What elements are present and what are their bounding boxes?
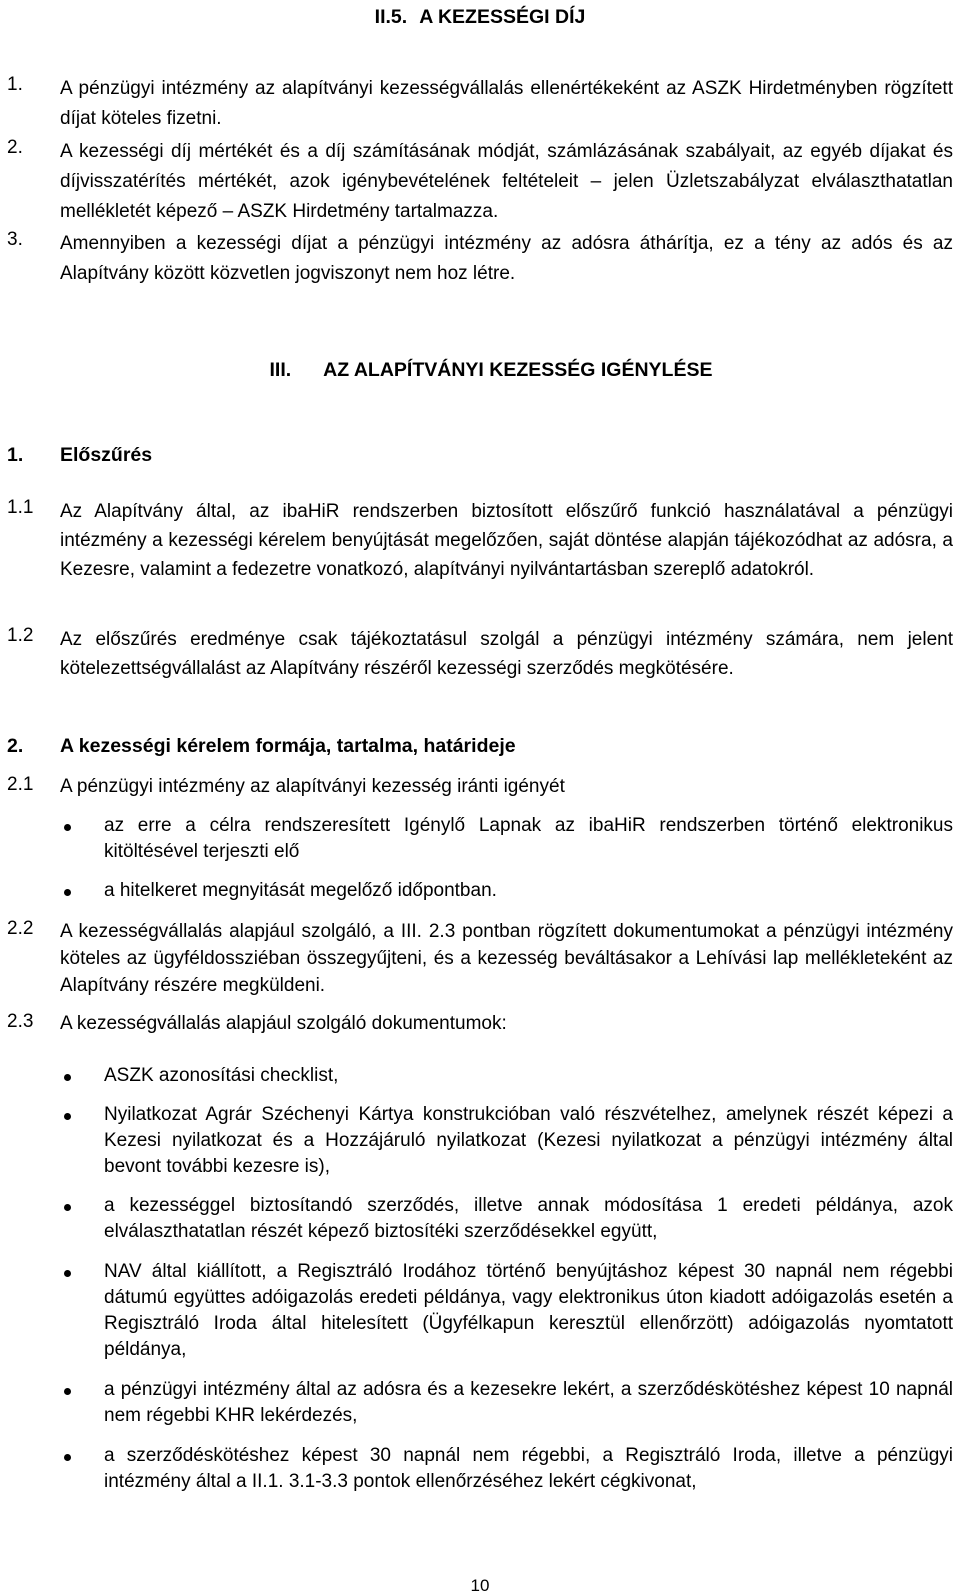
item-number: 2.2 <box>7 918 34 939</box>
ii5-item-2 <box>7 137 953 227</box>
item-text: A kezességvállalás alapjául szolgáló dokumentumok: <box>60 1013 507 1034</box>
section-number: II.5. <box>374 6 408 28</box>
bullet-2-3-f <box>60 1443 953 1495</box>
item-number: 2.1 <box>7 774 34 795</box>
heading-number: 1. <box>7 444 24 466</box>
item-number: 2.3 <box>7 1011 34 1032</box>
bullet-text: ASZK azonosítási checklist, <box>104 1065 339 1086</box>
section-ii5-title <box>0 6 960 29</box>
ii5-item-3 <box>7 229 953 289</box>
item-text: A pénzügyi intézmény az alapítványi kezesség iránti igényét <box>60 776 565 797</box>
item-2-3 <box>7 1011 953 1037</box>
bullet-text: a kezességgel biztosítandó szerződés, illetve annak módosítása 1 eredeti példánya, azok elválaszthatatlan részét képező biztosítéki szerződésekkel együtt, <box>104 1195 953 1242</box>
bullet-2-1-a <box>60 813 953 865</box>
item-2-2 <box>7 918 953 999</box>
section-number: III. <box>269 359 292 381</box>
section-title-text: A KEZESSÉGI DÍJ <box>419 6 586 28</box>
item-number: 1.1 <box>7 497 34 518</box>
heading-2 <box>7 735 516 758</box>
section-iii-title <box>0 359 960 382</box>
heading-title: Előszűrés <box>60 444 153 466</box>
item-1-1 <box>7 497 953 584</box>
item-2-1 <box>7 774 953 800</box>
item-number: 1. <box>7 74 23 95</box>
item-text: A kezességi díj mértékét és a díj számításának módját, számlázásának szabályait, az egyéb díjakat és díjvisszatérítés mértékét, azok igénybevételének feltételeit – jelen Üzletszabályzat elválaszthatatlan mellékletét képező – ASZK Hirdetmény tartalmazza. <box>60 141 953 222</box>
bullet-text: a hitelkeret megnyitását megelőző időpontban. <box>104 880 497 901</box>
item-text: A kezességvállalás alapjául szolgáló, a III. 2.3 pontban rögzített dokumentumokat a pénzügyi intézmény köteles az ügyféldossziéban összegyűjteni, és a kezesség beváltásakor a Lehívási lap mellékleteként az Alapítvány részére megküldeni. <box>60 921 953 996</box>
ii5-item-1 <box>7 74 953 134</box>
item-text: Az előszűrés eredménye csak tájékoztatásul szolgál a pénzügyi intézmény számára, nem jelent kötelezettségvállalást az Alapítvány részéről kezességi szerződés megkötésére. <box>60 629 953 679</box>
bullet-2-1-b <box>60 878 953 904</box>
item-1-2 <box>7 625 953 683</box>
heading-number: 2. <box>7 735 24 757</box>
bullet-dot <box>64 1270 71 1277</box>
bullet-2-3-c <box>60 1193 953 1245</box>
item-number: 3. <box>7 229 23 250</box>
item-text: Amennyiben a kezességi díjat a pénzügyi intézmény az adósra áthárítja, ez a tény az adós és az Alapítvány között közvetlen jogviszonyt nem hoz létre. <box>60 233 953 284</box>
bullet-dot <box>64 1388 71 1395</box>
bullet-dot <box>64 1454 71 1461</box>
bullet-2-3-d <box>60 1259 953 1363</box>
bullet-text: Nyilatkozat Agrár Széchenyi Kártya konstrukcióban való részvételhez, amelynek részét képezi a Kezesi nyilatkozat és a Hozzájáruló nyilatkozat (Kezesi nyilatkozat a pénzügyi intézmény által bevont további kezesre is), <box>104 1104 953 1177</box>
bullet-dot <box>64 824 71 831</box>
bullet-dot <box>64 889 71 896</box>
section-title-text: AZ ALAPÍTVÁNYI KEZESSÉG IGÉNYLÉSE <box>323 359 713 381</box>
bullet-text: NAV által kiállított, a Regisztráló Irodához történő benyújtáshoz képest 30 napnál nem régebbi dátumú együttes adóigazolás eredeti példánya, vagy elektronikus úton kiadott adóigazolás esetén a Regisztráló Iroda által hitelesített (Ügyfélkapun keresztül ellenőrzött) adóigazolás nyomtatott példánya, <box>104 1261 953 1360</box>
bullet-2-3-b <box>60 1102 953 1180</box>
bullet-text: a szerződéskötéshez képest 30 napnál nem régebbi, a Regisztráló Iroda, illetve a pénzügyi intézmény által a II.1. 3.1-3.3 pontok ellenőrzéséhez lekért cégkivonat, <box>104 1445 953 1492</box>
bullet-text: a pénzügyi intézmény által az adósra és a kezesekre lekért, a szerződéskötéshez képest 10 napnál nem régebbi KHR lekérdezés, <box>104 1379 953 1426</box>
heading-title: A kezességi kérelem formája, tartalma, határideje <box>60 735 516 757</box>
bullet-dot <box>64 1074 71 1081</box>
heading-1 <box>7 444 152 467</box>
page-number: 10 <box>470 1576 490 1595</box>
item-text: Az Alapítvány által, az ibaHiR rendszerben biztosított előszűrő funkció használatával a pénzügyi intézmény a kezességi kérelem benyújtását megelőzően, saját döntése alapján tájékozódhat az adósra, a Kezesre, valamint a fedezetre vonatkozó, alapítványi nyilvántartásban szereplő adatokról. <box>60 501 953 580</box>
bullet-2-3-e <box>60 1377 953 1429</box>
bullet-dot <box>64 1113 71 1120</box>
item-number: 1.2 <box>7 625 34 646</box>
bullet-dot <box>64 1204 71 1211</box>
bullet-text: az erre a célra rendszeresített Igénylő Lapnak az ibaHiR rendszerben történő elektronikus kitöltésével terjeszti elő <box>104 815 953 862</box>
item-text: A pénzügyi intézmény az alapítványi kezességvállalás ellenértékeként az ASZK Hirdetményben rögzített díjat köteles fizetni. <box>60 78 953 129</box>
bullet-2-3-a <box>60 1063 953 1089</box>
item-number: 2. <box>7 137 23 158</box>
